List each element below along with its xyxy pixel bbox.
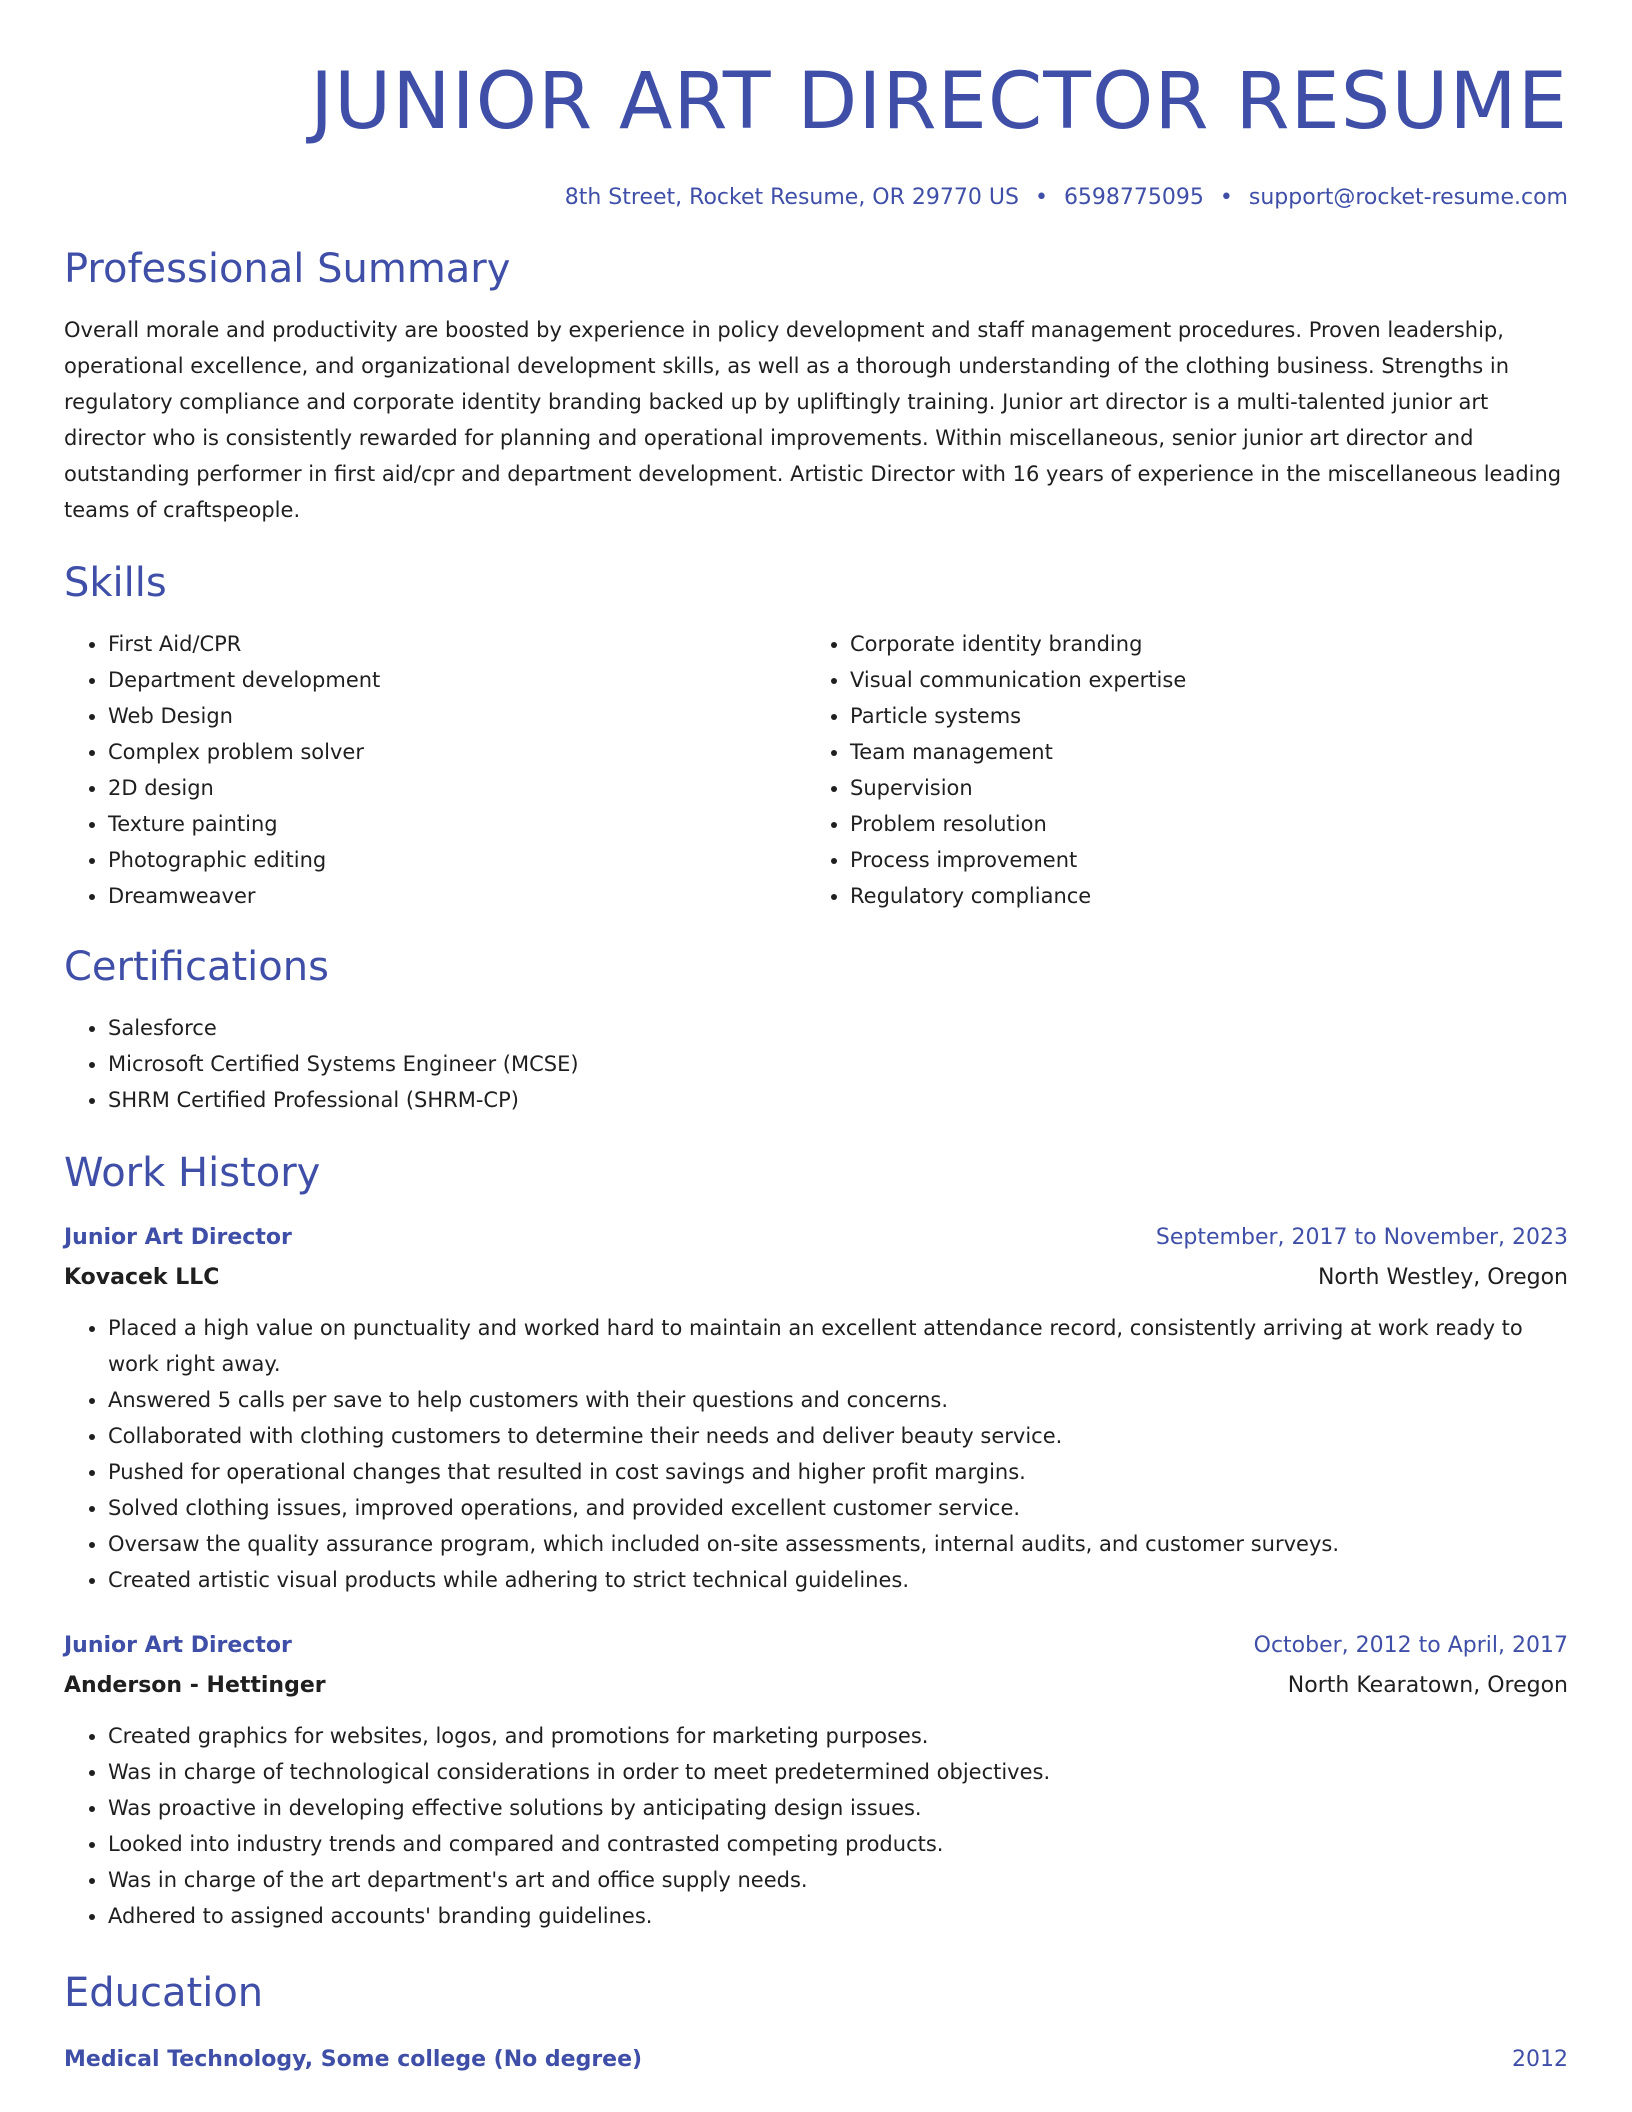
job-bullet: • Was proactive in developing effective solutions by anticipating design issues. <box>108 1790 1568 1826</box>
contact-line <box>64 184 1568 212</box>
job-dates: September, 2017 to November, 2023 <box>1155 1225 1568 1250</box>
skill-item: • Web Design <box>108 698 806 734</box>
job-title: Junior Art Director <box>64 1225 292 1250</box>
skills-grid <box>64 626 1568 914</box>
resume-title: JUNIOR ART DIRECTOR RESUME <box>310 57 1568 147</box>
job-bullet: • Oversaw the quality assurance program, which included on-site assessments, internal audits, and customer surveys. <box>108 1526 1568 1562</box>
skills-list-left <box>64 626 806 914</box>
certifications-list <box>64 1010 1568 1118</box>
skill-item: • Team management <box>850 734 1548 770</box>
skill-item: • Department development <box>108 662 806 698</box>
job-bullets <box>64 1718 1568 1934</box>
education-degree: Medical Technology, Some college (No degree) <box>64 2047 643 2072</box>
job-title: Junior Art Director <box>64 1633 292 1658</box>
skill-item: • Process improvement <box>850 842 1548 878</box>
job-company-row <box>64 1258 1568 1298</box>
skill-item: • Regulatory compliance <box>850 878 1548 914</box>
job-bullet: • Collaborated with clothing customers to determine their needs and deliver beauty service. <box>108 1418 1568 1454</box>
education-year: 2012 <box>1512 2047 1568 2072</box>
certification-item: • Salesforce <box>108 1010 1568 1046</box>
job-bullet: • Answered 5 calls per save to help customers with their questions and concerns. <box>108 1382 1568 1418</box>
work-history-section <box>64 1148 1568 1934</box>
skills-list-right <box>806 626 1548 914</box>
skill-item: • Problem resolution <box>850 806 1548 842</box>
job-entry <box>64 1626 1568 1934</box>
job-header-row <box>64 1626 1568 1666</box>
job-location: North Westley, Oregon <box>1317 1265 1568 1290</box>
job-company: Anderson - Hettinger <box>64 1673 326 1698</box>
job-company: Kovacek LLC <box>64 1265 220 1290</box>
education-entry <box>64 2040 1568 2080</box>
job-dates: October, 2012 to April, 2017 <box>1253 1633 1568 1658</box>
job-header-row <box>64 1218 1568 1258</box>
job-bullet: • Created artistic visual products while adhering to strict technical guidelines. <box>108 1562 1568 1598</box>
job-bullet: • Solved clothing issues, improved operations, and provided excellent customer service. <box>108 1490 1568 1526</box>
job-bullet: • Looked into industry trends and compared and contrasted competing products. <box>108 1826 1568 1862</box>
skills-heading: Skills <box>64 560 167 606</box>
skills-column-right <box>806 626 1548 914</box>
education-section <box>64 1968 1568 2080</box>
summary-section <box>64 244 1568 528</box>
contact-separator: • <box>1034 185 1048 210</box>
job-entry <box>64 1218 1568 1598</box>
job-bullet: • Created graphics for websites, logos, and promotions for marketing purposes. <box>108 1718 1568 1754</box>
skill-item: • Dreamweaver <box>108 878 806 914</box>
job-company-row <box>64 1666 1568 1706</box>
certification-item: • SHRM Certified Professional (SHRM-CP) <box>108 1082 1568 1118</box>
job-bullet: • Pushed for operational changes that resulted in cost savings and higher profit margins. <box>108 1454 1568 1490</box>
skills-column-left <box>64 626 806 914</box>
summary-text: Overall morale and productivity are boosted by experience in policy development and staff management procedures. Proven leadership, operational excellence, and organizational development skills, as well as a thorough understanding of the clothing business. Strengths in regulatory compliance and corporate identity branding backed up by upliftingly training. Junior art director is a multi-talented junior art director who is consistently rewarded for planning and operational improvements. Within miscellaneous, senior junior art director and outstanding performer in first aid/cpr and department development. Artistic Director with 16 years of experience in the miscellaneous leading teams of craftspeople. <box>64 318 1562 522</box>
education-heading: Education <box>64 1970 264 2016</box>
summary-heading: Professional Summary <box>64 246 511 292</box>
job-location: North Kearatown, Oregon <box>1287 1673 1568 1698</box>
contact-address: 8th Street, Rocket Resume, OR 29770 US <box>564 185 1019 210</box>
work-history-heading: Work History <box>64 1150 321 1196</box>
skill-item: • 2D design <box>108 770 806 806</box>
skill-item: • Particle systems <box>850 698 1548 734</box>
certifications-section <box>64 942 1568 1118</box>
skill-item: • Supervision <box>850 770 1548 806</box>
skill-item: • Visual communication expertise <box>850 662 1548 698</box>
job-bullets <box>64 1310 1568 1598</box>
skills-section <box>64 558 1568 914</box>
job-bullet: • Was in charge of technological considerations in order to meet predetermined objectives. <box>108 1754 1568 1790</box>
job-bullet: • Placed a high value on punctuality and worked hard to maintain an excellent attendance record, consistently arriving at work ready to work right away. <box>108 1310 1568 1382</box>
contact-email: support@rocket-resume.com <box>1248 185 1568 210</box>
skill-item: • Corporate identity branding <box>850 626 1548 662</box>
skill-item: • Photographic editing <box>108 842 806 878</box>
job-bullet: • Was in charge of the art department's art and office supply needs. <box>108 1862 1568 1898</box>
contact-phone: 6598775095 <box>1063 185 1204 210</box>
skill-item: • Complex problem solver <box>108 734 806 770</box>
skill-item: • First Aid/CPR <box>108 626 806 662</box>
resume-header <box>64 0 1568 212</box>
job-bullet: • Adhered to assigned accounts' branding guidelines. <box>108 1898 1568 1934</box>
certifications-heading: Certifications <box>64 944 329 990</box>
certification-item: • Microsoft Certified Systems Engineer (MCSE) <box>108 1046 1568 1082</box>
contact-separator: • <box>1219 185 1233 210</box>
skill-item: • Texture painting <box>108 806 806 842</box>
